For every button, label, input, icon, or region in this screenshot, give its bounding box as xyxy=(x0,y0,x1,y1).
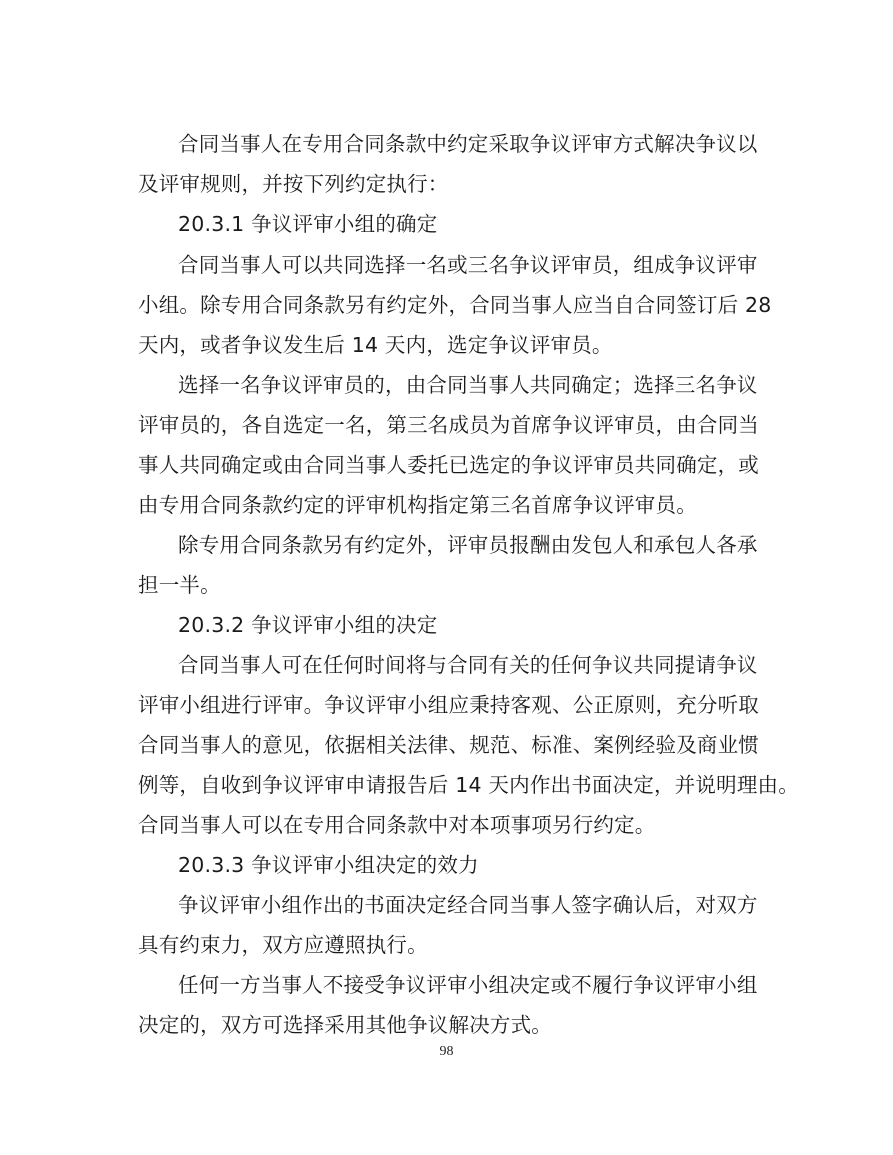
paragraph-decision-line-4: 例等，自收到争议评审申请报告后 14 天内作出书面决定，并说明理由。 xyxy=(138,773,799,797)
paragraph-selection-line-2: 小组。除专用合同条款另有约定外，合同当事人应当自合同签订后 28 xyxy=(138,293,772,317)
paragraph-effect-line-2: 具有约束力，双方应遵照执行。 xyxy=(138,933,428,957)
paragraph-chair-line-4: 由专用合同条款约定的评审机构指定第三名首席争议评审员。 xyxy=(138,493,697,517)
paragraph-decision-line-2: 评审小组进行评审。争议评审小组应秉持客观、公正原则，充分听取 xyxy=(138,693,759,717)
paragraph-chair-line-2: 评审员的，各自选定一名，第三名成员为首席争议评审员，由合同当 xyxy=(138,413,759,437)
paragraph-effect-line-1: 争议评审小组作出的书面决定经合同当事人签字确认后，对双方 xyxy=(178,893,758,917)
section-heading-20-3-1: 20.3.1 争议评审小组的确定 xyxy=(178,212,438,236)
section-heading-20-3-3: 20.3.3 争议评审小组决定的效力 xyxy=(178,853,479,877)
paragraph-alternative-line-1: 任何一方当事人不接受争议评审小组决定或不履行争议评审小组 xyxy=(178,973,758,997)
paragraph-fee-line-2: 担一半。 xyxy=(138,573,221,597)
paragraph-decision-line-1: 合同当事人可在任何时间将与合同有关的任何争议共同提请争议 xyxy=(178,653,758,677)
paragraph-fee-line-1: 除专用合同条款另有约定外，评审员报酬由发包人和承包人各承 xyxy=(178,533,758,557)
paragraph-intro-line-2: 及评审规则，并按下列约定执行： xyxy=(138,172,449,196)
paragraph-alternative-line-2: 决定的，双方可选择采用其他争议解决方式。 xyxy=(138,1013,552,1037)
paragraph-intro-line-1: 合同当事人在专用合同条款中约定采取争议评审方式解决争议以 xyxy=(178,132,758,156)
page-number: 98 xyxy=(439,1044,454,1059)
paragraph-decision-line-5: 合同当事人可以在专用合同条款中对本项事项另行约定。 xyxy=(138,813,656,837)
paragraph-selection-line-3: 天内，或者争议发生后 14 天内，选定争议评审员。 xyxy=(138,333,613,357)
section-heading-20-3-2: 20.3.2 争议评审小组的决定 xyxy=(178,613,438,637)
paragraph-chair-line-1: 选择一名争议评审员的，由合同当事人共同确定；选择三名争议 xyxy=(178,373,758,397)
paragraph-selection-line-1: 合同当事人可以共同选择一名或三名争议评审员，组成争议评审 xyxy=(178,253,758,277)
paragraph-decision-line-3: 合同当事人的意见，依据相关法律、规范、标准、案例经验及商业惯 xyxy=(138,733,759,757)
paragraph-chair-line-3: 事人共同确定或由合同当事人委托已选定的争议评审员共同确定，或 xyxy=(138,453,759,477)
